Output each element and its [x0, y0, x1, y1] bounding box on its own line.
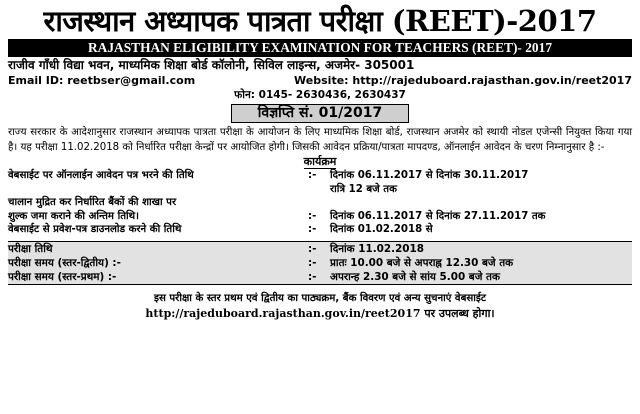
- table-row: [8, 270, 632, 284]
- footer-line-2[interactable]: http://rajeduboard.rajasthan.gov.in/reet2017 पर उपलब्ध होगा।: [145, 306, 495, 320]
- table-row: [8, 256, 632, 270]
- contact-row: [8, 73, 632, 88]
- exam-colon: :-: [308, 270, 317, 283]
- exam-value: प्रातः 10.00 बजे से अपराह्न 12.30 बजे तक: [330, 256, 514, 269]
- schedule-label: शुल्क जमा कराने की अन्तिम तिथि।: [8, 210, 140, 222]
- table-row: [8, 242, 632, 256]
- email-text[interactable]: Email ID: reetbser@gmail.com: [8, 74, 196, 87]
- page-title-english: RAJASTHAN ELIGIBILITY EXAMINATION FOR TEACHERS (REET)- 2017: [8, 39, 632, 57]
- schedule-label: वेबसाईट से प्रवेश-पत्र डाउनलोड करने की तिथि: [8, 224, 182, 235]
- exam-colon: :-: [308, 242, 317, 255]
- exam-label: परीक्षा तिथि: [8, 242, 53, 255]
- schedule-value: दिनांक 01.02.2018 से: [330, 224, 433, 235]
- schedule-colon: :-: [308, 170, 317, 181]
- notice-number-wrap: [8, 102, 632, 123]
- exam-colon: :-: [308, 256, 317, 269]
- address-row: [8, 57, 632, 73]
- exam-table: [8, 242, 632, 284]
- exam-value: अपरान्ह 2.30 बजे से सांय 5.00 बजे तक: [330, 270, 500, 283]
- table-row: [8, 210, 632, 224]
- schedule-heading-text: कार्यक्रम: [303, 155, 337, 168]
- address-text: राजीव गाँधी विद्या भवन, माध्यमिक शिक्षा बोर्ड कॉलोनी, सिविल लाइन्स, अजमेर- 305001: [8, 58, 415, 72]
- website-link[interactable]: Website: http://rajeduboard.rajasthan.gov.in/reet2017: [294, 74, 632, 87]
- schedule-heading: [8, 155, 632, 169]
- table-row: [8, 196, 632, 210]
- exam-label: परीक्षा समय (स्तर-द्वितीय) :-: [8, 256, 121, 269]
- schedule-colon: [308, 196, 330, 210]
- schedule-colon: :-: [308, 210, 317, 222]
- notice-number-badge: विज्ञप्ति सं. 01/2017: [231, 104, 409, 123]
- phone-text: फोन: 0145- 2630436, 2630437: [234, 89, 406, 101]
- schedule-value: [330, 169, 632, 196]
- schedule-table: [8, 169, 632, 237]
- intro-paragraph: राज्य सरकार के आदेशानुसार राजस्थान अध्यापक पात्रता परीक्षा के आयोजन के लिए माध्यमिक शिक्षा बोर्ड, राजस्थान अजमेर को स्थायी नोडल एजेन्सी नियुक्त किया गया है। यह परीक्षा 11.02.2018 को निर्धारित परीक्षा केन्द्रों पर आयोजित होगी। जिसकी आवेदन प्रक्रिया/पात्रता मापदण्ड, ऑनलाईन आवेदन के चरण निम्नानुसार है :-: [8, 127, 632, 153]
- schedule-value: दिनांक 06.11.2017 से दिनांक 27.11.2017 तक: [330, 210, 546, 222]
- exam-label: परीक्षा समय (स्तर-प्रथम) :-: [8, 270, 117, 283]
- exam-value: दिनांक 11.02.2018: [330, 242, 424, 255]
- schedule-label: चालान मुद्रित कर निर्धारित बैंकों की शाखा पर: [8, 197, 177, 208]
- schedule-value-line-2: रात्रि 12 बजे तक: [330, 183, 397, 195]
- exam-details-box: [8, 241, 632, 285]
- schedule-colon: :-: [308, 224, 317, 235]
- footer-line-1: इस परीक्षा के स्तर प्रथम एवं द्वितीय का पाठ्यक्रम, बैंक विवरण एवं अन्य सुचनाएं वेबसाईट: [153, 292, 487, 304]
- schedule-value-line: दिनांक 06.11.2017 से दिनांक 30.11.2017: [330, 170, 529, 181]
- schedule-label: वेबसाईट पर ऑनलाईन आवेदन पत्र भरने की तिथि: [8, 170, 194, 181]
- table-row: [8, 223, 632, 237]
- page-title-hindi: राजस्थान अध्यापक पात्रता परीक्षा (REET)-2017: [43, 4, 597, 38]
- schedule-value: [330, 196, 632, 210]
- table-row: [8, 169, 632, 196]
